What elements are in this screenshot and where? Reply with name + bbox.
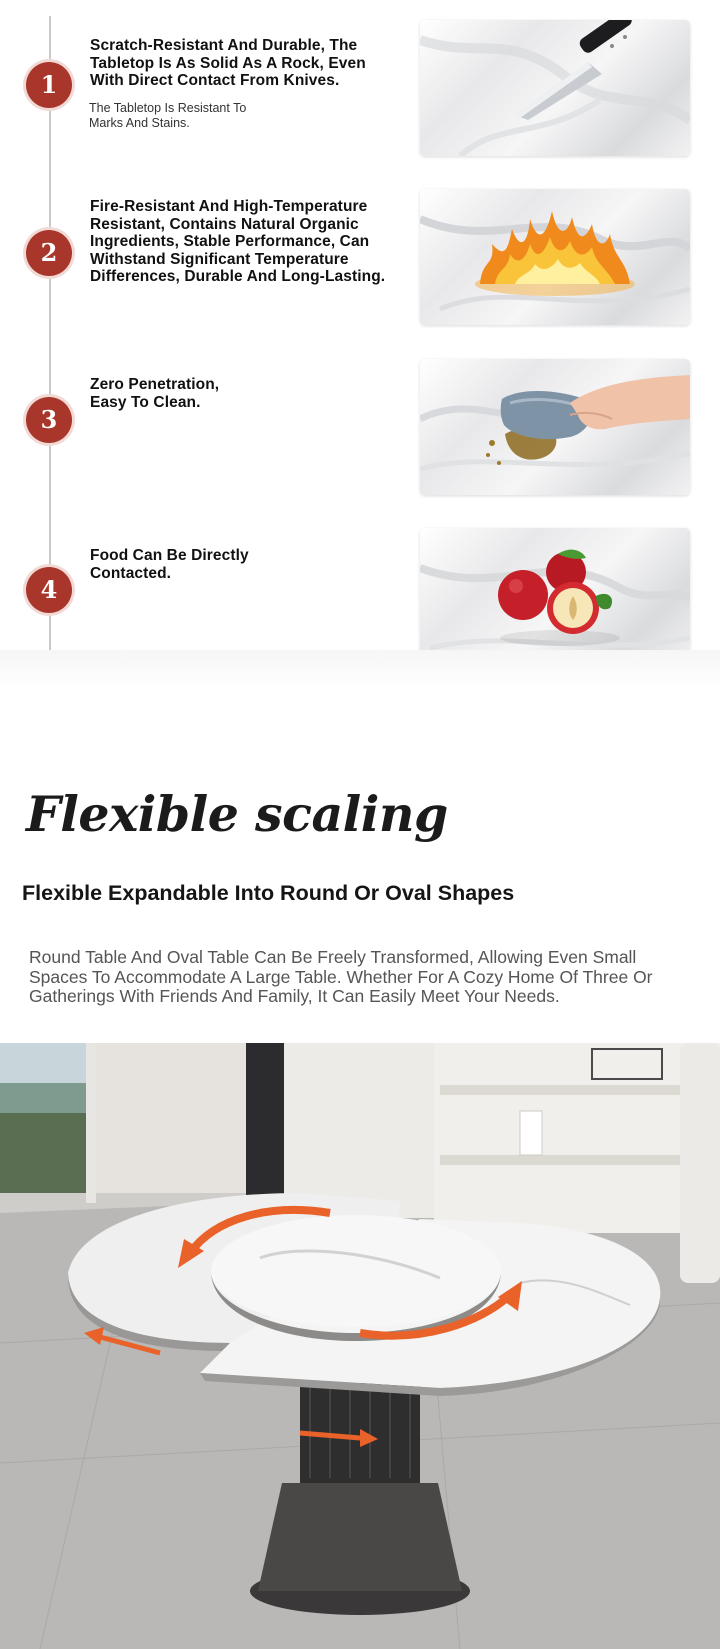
round-table-icon: [0, 1043, 720, 1649]
feature-number: 4: [40, 575, 58, 604]
feature-image-knife: [420, 20, 690, 156]
section-divider: [0, 650, 720, 690]
feature-number-badge: [26, 62, 72, 108]
feature-title: Scratch-Resistant And Durable, The Tabletop Is As Solid As A Rock, Even With Direct Contact From Knives.: [90, 37, 366, 89]
feature-title: Zero Penetration, Easy To Clean.: [90, 376, 220, 411]
feature-image-apples: [420, 528, 690, 664]
feature-image-fire: [420, 189, 690, 325]
feature-number: 2: [40, 238, 58, 267]
expandable-table-photo: [0, 1043, 720, 1649]
timeline-line: [49, 16, 51, 650]
flame-icon: [420, 189, 690, 325]
feature-number-badge: [26, 397, 72, 443]
section-title: Flexible scaling: [26, 785, 448, 843]
section-subtitle: Flexible Expandable Into Round Or Oval Shapes: [22, 881, 515, 905]
knife-icon: [420, 20, 690, 156]
feature-title: Food Can Be Directly Contacted.: [90, 547, 249, 582]
feature-number: 1: [40, 70, 58, 99]
feature-number-badge: [26, 230, 72, 276]
feature-title: Fire-Resistant And High-Temperature Resistant, Contains Natural Organic Ingredients, Stable Performance, Can Withstand Significant Temperature Differences, Durable And Long-Lasting.: [90, 198, 386, 285]
section-paragraph: Round Table And Oval Table Can Be Freely Transformed, Allowing Even Small Spaces To Accommodate A Large Table. Whether For A Cozy Home Of Three Or Gatherings With Friends And Family, It Can Easily Meet Your Needs.: [29, 947, 653, 1006]
feature-description: The Tabletop Is Resistant To Marks And Stains.: [89, 101, 279, 131]
apple-icon: [420, 528, 690, 664]
feature-number: 3: [40, 405, 58, 434]
wiping-cloth-icon: [420, 359, 690, 495]
feature-image-cleaning: [420, 359, 690, 495]
feature-number-badge: [26, 567, 72, 613]
